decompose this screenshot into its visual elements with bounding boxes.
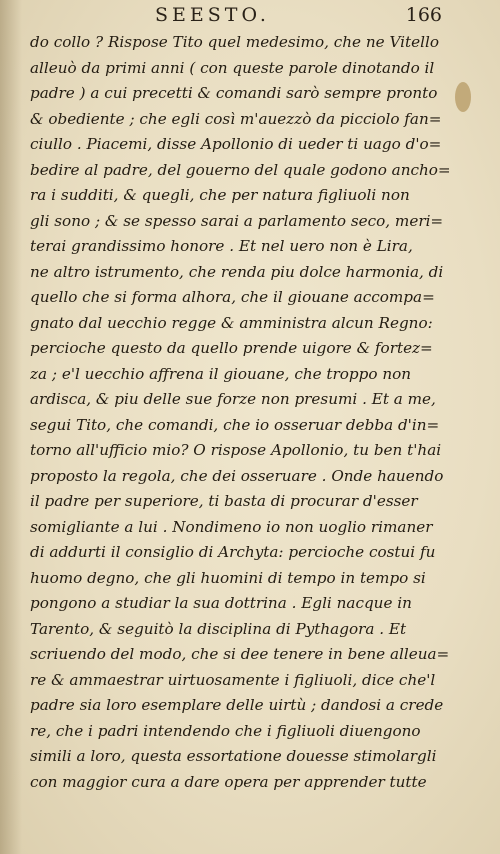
- running-title: SEESTO.: [155, 4, 270, 26]
- text-line: za ; e'l uecchio affrena il giouane, che troppo non: [30, 364, 412, 383]
- text-line: il padre per superiore, ti basta di procurar d'esser: [30, 492, 418, 510]
- text-line: somigliante a lui . Nondimeno io non uoglio rimaner: [30, 517, 433, 536]
- text-line: do collo ? Rispose Tito quel medesimo, che ne Vitello: [30, 33, 439, 51]
- text-line: ne altro istrumento, che renda piu dolce harmonia, di: [30, 262, 444, 281]
- text-line: ciullo . Piacemi, disse Apollonio di ueder ti uago d'o=: [30, 135, 442, 153]
- text-line: gnato dal uecchio regge & amministra alcun Regno:: [30, 313, 433, 332]
- text-line: huomo degno, che gli huomini di tempo in tempo si: [30, 568, 426, 587]
- text-line: Tarento, & seguitò la disciplina di Pythagora . Et: [30, 619, 407, 638]
- body-text: [30, 30, 468, 795]
- text-line: ardisca, & piu delle sue forze non presumi . Et a me,: [30, 390, 436, 408]
- binding-shadow: [0, 0, 22, 854]
- text-line: & obediente ; che egli così m'auezzò da picciolo fan=: [30, 109, 442, 128]
- text-line: padre ) a cui precetti & comandi sarò sempre pronto: [30, 84, 438, 102]
- text-line: proposto la regola, che dei osseruare . Onde hauendo: [30, 466, 444, 485]
- text-line: simili a loro, questa essortatione douesse stimolargli: [30, 747, 437, 765]
- text-line: torno all'ufficio mio? O rispose Apollonio, tu ben t'hai: [30, 441, 442, 459]
- text-line: quello che si forma alhora, che il giouane accompa=: [30, 288, 435, 306]
- page-header: [30, 4, 480, 30]
- text-line: con maggior cura a dare opera per apprender tutte: [30, 772, 427, 791]
- text-line: segui Tito, che comandi, che io osseruar debba d'in=: [30, 415, 440, 434]
- text-line: re, che i padri intendendo che i figliuoli diuengono: [30, 721, 421, 740]
- text-line: alleuò da primi anni ( con queste parole dinotando il: [30, 58, 435, 77]
- text-line: di addurti il consiglio di Archyta: percioche costui fu: [30, 543, 436, 561]
- text-line: scriuendo del modo, che si dee tenere in bene alleua=: [30, 645, 450, 663]
- text-line: padre sia loro esemplare delle uirtù ; dandosi a crede: [30, 696, 444, 714]
- text-line: percioche questo da quello prende uigore & fortez=: [30, 339, 433, 357]
- text-line: pongono a studiar la sua dottrina . Egli nacque in: [30, 594, 412, 612]
- text-line: gli sono ; & se spesso sarai a parlamento seco, meri=: [30, 211, 444, 230]
- text-line: ra i sudditi, & quegli, che per natura figliuoli non: [30, 186, 410, 204]
- text-line: bedire al padre, del gouerno del quale godono ancho=: [30, 160, 451, 179]
- text-line: terai grandissimo honore . Et nel uero non è Lira,: [30, 237, 413, 255]
- text-line: re & ammaestrar uirtuosamente i figliuoli, dice che'l: [30, 670, 436, 689]
- page-number: 166: [405, 4, 442, 26]
